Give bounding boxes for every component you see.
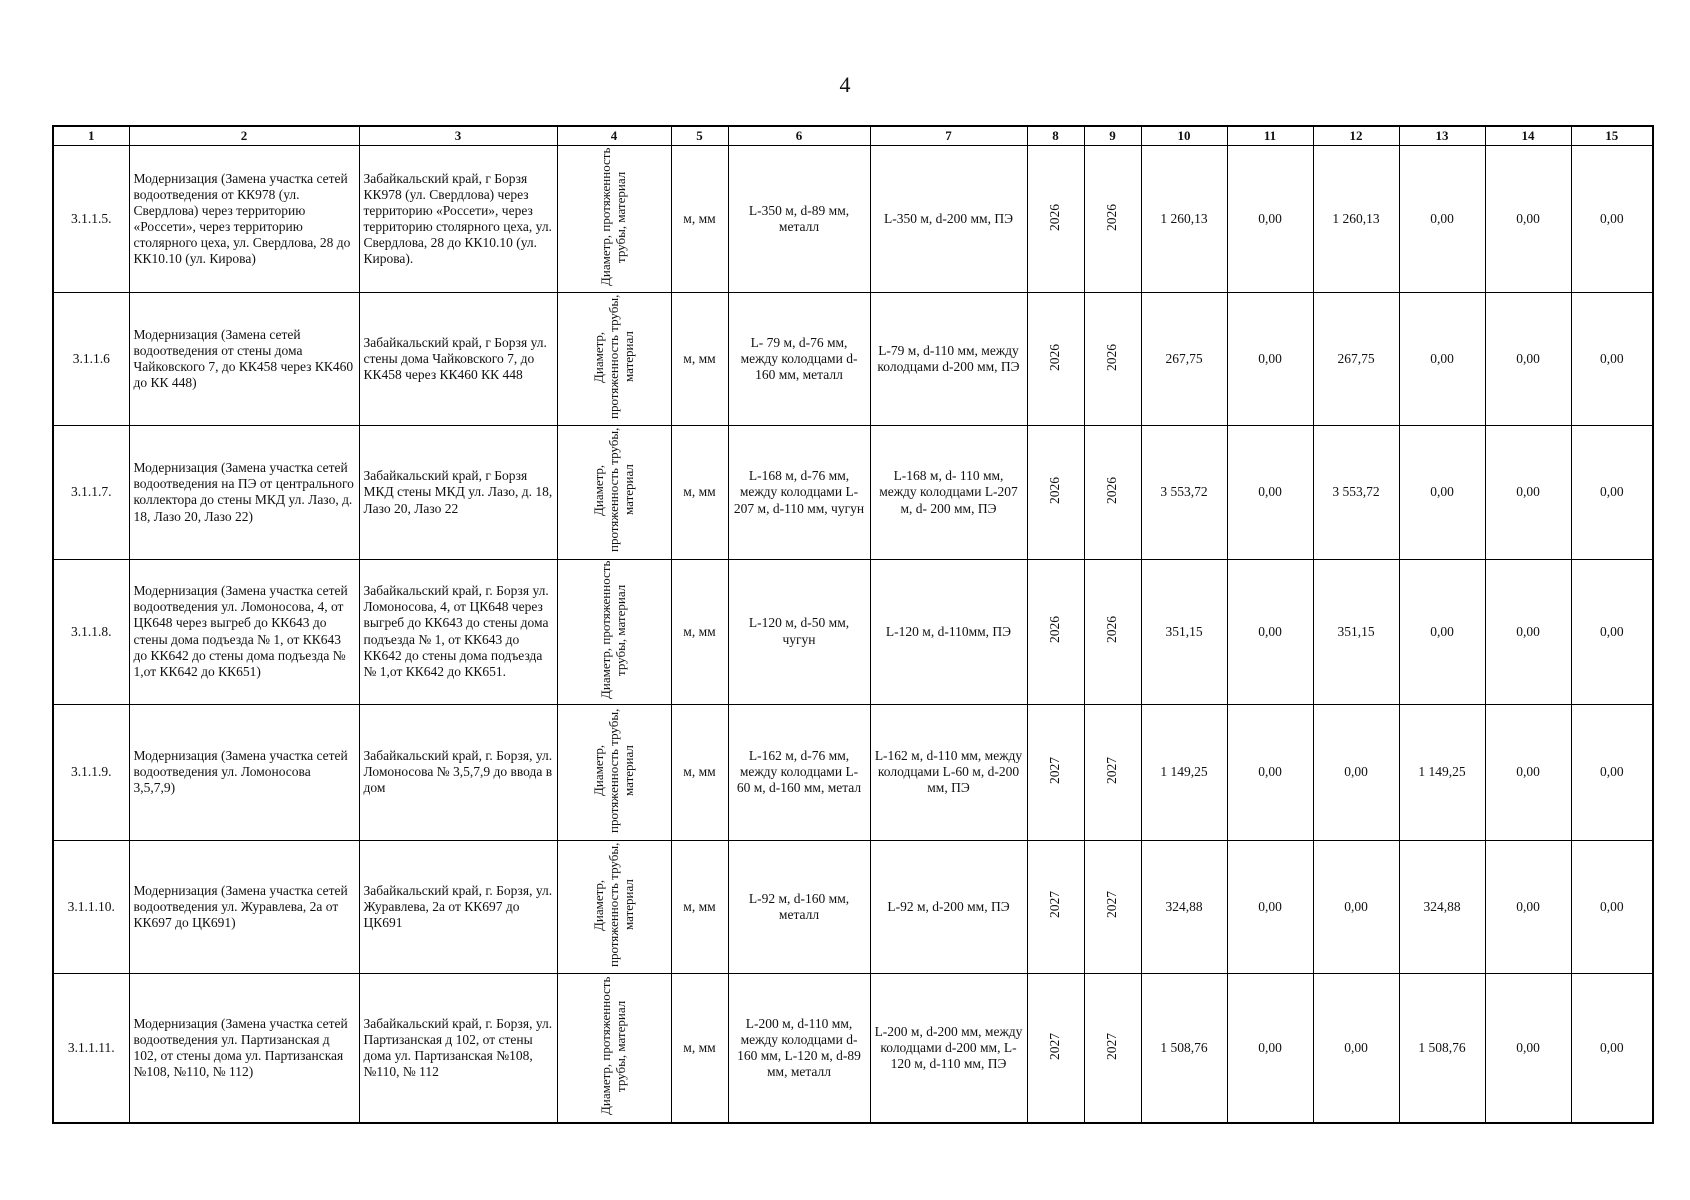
row-c12: 0,00 <box>1313 974 1399 1124</box>
row-unit: м, мм <box>671 293 728 426</box>
row-year-end: 2026 <box>1104 343 1120 371</box>
row-year-start: 2027 <box>1047 891 1063 919</box>
header-row <box>53 126 1653 146</box>
row-address: Забайкальский край, г Борзя ул. стены дома Чайковского 7, до КК458 через КК460 КК 448 <box>359 293 557 426</box>
row-id: 3.1.1.5. <box>53 146 129 293</box>
row-c14: 0,00 <box>1485 146 1571 293</box>
row-param: Диаметр, протяженность трубы, материал <box>598 976 628 1116</box>
row-c12: 0,00 <box>1313 704 1399 840</box>
table-row <box>53 840 1653 973</box>
col-header-9: 9 <box>1084 126 1141 146</box>
row-address: Забайкальский край, г Борзя КК978 (ул. Свердлова) через территорию «Россети», через территорию столярного цеха, ул. Свердлова, 28 до КК10.10 (ул. Кирова). <box>359 146 557 293</box>
row-param: Диаметр, протяженность трубы, материал <box>590 295 636 420</box>
row-total: 3 553,72 <box>1141 426 1227 559</box>
row-before: L-92 м, d-160 мм, металл <box>728 840 870 973</box>
table-row <box>53 293 1653 426</box>
col-header-14: 14 <box>1485 126 1571 146</box>
row-c11: 0,00 <box>1227 704 1313 840</box>
row-total: 351,15 <box>1141 559 1227 704</box>
row-c14: 0,00 <box>1485 704 1571 840</box>
row-after: L-79 м, d-110 мм, между колодцами d-200 мм, ПЭ <box>870 293 1027 426</box>
row-name: Модернизация (Замена участка сетей водоотведения от КК978 (ул. Свердлова) через территорию «Россети», через территорию столярного цеха, ул. Свердлова, 28 до КК10.10 (ул. Кирова) <box>129 146 359 293</box>
col-header-7: 7 <box>870 126 1027 146</box>
row-address: Забайкальский край, г. Борзя, ул. Ломоносова № 3,5,7,9 до ввода в дом <box>359 704 557 840</box>
row-c15: 0,00 <box>1571 146 1653 293</box>
row-c15: 0,00 <box>1571 974 1653 1124</box>
row-id: 3.1.1.11. <box>53 974 129 1124</box>
row-c13: 324,88 <box>1399 840 1485 973</box>
row-c11: 0,00 <box>1227 559 1313 704</box>
table-row <box>53 704 1653 840</box>
row-c14: 0,00 <box>1485 559 1571 704</box>
row-after: L-92 м, d-200 мм, ПЭ <box>870 840 1027 973</box>
col-header-15: 15 <box>1571 126 1653 146</box>
row-name: Модернизация (Замена участка сетей водоотведения ул. Журавлева, 2а от КК697 до ЦК691) <box>129 840 359 973</box>
row-total: 1 508,76 <box>1141 974 1227 1124</box>
row-id: 3.1.1.6 <box>53 293 129 426</box>
col-header-6: 6 <box>728 126 870 146</box>
row-after: L-168 м, d- 110 мм, между колодцами L-207 м, d- 200 мм, ПЭ <box>870 426 1027 559</box>
row-c11: 0,00 <box>1227 146 1313 293</box>
row-address: Забайкальский край, г. Борзя, ул. Партизанская д 102, от стены дома ул. Партизанская №108, №110, № 112 <box>359 974 557 1124</box>
col-header-2: 2 <box>129 126 359 146</box>
row-year-start: 2026 <box>1047 476 1063 504</box>
row-param: Диаметр, протяженность трубы, материал <box>590 428 636 553</box>
page-number: 4 <box>839 72 851 97</box>
row-year-end: 2027 <box>1104 891 1120 919</box>
row-address: Забайкальский край, г Борзя МКД стены МКД ул. Лазо, д. 18, Лазо 20, Лазо 22 <box>359 426 557 559</box>
row-c14: 0,00 <box>1485 974 1571 1124</box>
row-unit: м, мм <box>671 146 728 293</box>
row-c14: 0,00 <box>1485 426 1571 559</box>
row-unit: м, мм <box>671 840 728 973</box>
row-c14: 0,00 <box>1485 840 1571 973</box>
row-before: L-162 м, d-76 мм, между колодцами L- 60 м, d-160 мм, метал <box>728 704 870 840</box>
row-c11: 0,00 <box>1227 840 1313 973</box>
row-after: L-120 м, d-110мм, ПЭ <box>870 559 1027 704</box>
row-c15: 0,00 <box>1571 426 1653 559</box>
row-total: 1 260,13 <box>1141 146 1227 293</box>
investment-table <box>52 125 1654 1124</box>
row-c13: 0,00 <box>1399 559 1485 704</box>
row-total: 324,88 <box>1141 840 1227 973</box>
row-c11: 0,00 <box>1227 293 1313 426</box>
row-name: Модернизация (Замена сетей водоотведения от стены дома Чайковского 7, до КК458 через КК460 до КК 448) <box>129 293 359 426</box>
row-id: 3.1.1.8. <box>53 559 129 704</box>
col-header-11: 11 <box>1227 126 1313 146</box>
row-name: Модернизация (Замена участка сетей водоотведения ул. Ломоносова 3,5,7,9) <box>129 704 359 840</box>
row-c13: 0,00 <box>1399 426 1485 559</box>
row-before: L-168 м, d-76 мм, между колодцами L-207 м, d-110 мм, чугун <box>728 426 870 559</box>
row-c15: 0,00 <box>1571 559 1653 704</box>
row-c12: 0,00 <box>1313 840 1399 973</box>
row-id: 3.1.1.10. <box>53 840 129 973</box>
table-row <box>53 974 1653 1124</box>
row-year-start: 2027 <box>1047 756 1063 784</box>
row-param: Диаметр, протяженность трубы, материал <box>590 842 636 968</box>
row-param: Диаметр, протяженность трубы, материал <box>598 560 628 699</box>
row-year-start: 2026 <box>1047 616 1063 644</box>
row-c14: 0,00 <box>1485 293 1571 426</box>
row-id: 3.1.1.9. <box>53 704 129 840</box>
row-year-end: 2027 <box>1104 756 1120 784</box>
row-unit: м, мм <box>671 974 728 1124</box>
row-c15: 0,00 <box>1571 840 1653 973</box>
row-after: L-162 м, d-110 мм, между колодцами L-60 м, d-200 мм, ПЭ <box>870 704 1027 840</box>
row-name: Модернизация (Замена участка сетей водоотведения на ПЭ от центрального коллектора до стены МКД ул. Лазо, д. 18, Лазо 20, Лазо 22) <box>129 426 359 559</box>
col-header-1: 1 <box>53 126 129 146</box>
row-name: Модернизация (Замена участка сетей водоотведения ул. Ломоносова, 4, от ЦК648 через выгреб до КК643 до стены дома подъезда № 1, от КК643 до КК642 до стены дома подъезда № 1,от КК642 до КК651) <box>129 559 359 704</box>
row-c11: 0,00 <box>1227 426 1313 559</box>
row-before: L-200 м, d-110 мм, между колодцами d-160 мм, L-120 м, d-89 мм, металл <box>728 974 870 1124</box>
table-row <box>53 426 1653 559</box>
table-row <box>53 146 1653 293</box>
row-after: L-200 м, d-200 мм, между колодцами d-200 мм, L- 120 м, d-110 мм, ПЭ <box>870 974 1027 1124</box>
row-c13: 0,00 <box>1399 146 1485 293</box>
row-year-end: 2026 <box>1104 203 1120 231</box>
col-header-12: 12 <box>1313 126 1399 146</box>
row-year-start: 2027 <box>1047 1032 1063 1060</box>
row-name: Модернизация (Замена участка сетей водоотведения ул. Партизанская д 102, от стены дома ул. Партизанская №108, №110, № 112) <box>129 974 359 1124</box>
row-year-end: 2027 <box>1104 1032 1120 1060</box>
row-c13: 1 508,76 <box>1399 974 1485 1124</box>
row-id: 3.1.1.7. <box>53 426 129 559</box>
row-total: 267,75 <box>1141 293 1227 426</box>
col-header-5: 5 <box>671 126 728 146</box>
row-param: Диаметр, протяженность трубы, материал <box>598 147 628 287</box>
row-before: L-350 м, d-89 мм, металл <box>728 146 870 293</box>
row-c11: 0,00 <box>1227 974 1313 1124</box>
col-header-3: 3 <box>359 126 557 146</box>
row-unit: м, мм <box>671 426 728 559</box>
table-row <box>53 559 1653 704</box>
row-after: L-350 м, d-200 мм, ПЭ <box>870 146 1027 293</box>
row-year-end: 2026 <box>1104 476 1120 504</box>
row-year-start: 2026 <box>1047 343 1063 371</box>
row-year-end: 2026 <box>1104 616 1120 644</box>
row-c15: 0,00 <box>1571 704 1653 840</box>
row-total: 1 149,25 <box>1141 704 1227 840</box>
col-header-10: 10 <box>1141 126 1227 146</box>
row-c12: 267,75 <box>1313 293 1399 426</box>
row-year-start: 2026 <box>1047 203 1063 231</box>
row-c15: 0,00 <box>1571 293 1653 426</box>
row-c12: 1 260,13 <box>1313 146 1399 293</box>
col-header-4: 4 <box>557 126 671 146</box>
col-header-8: 8 <box>1027 126 1084 146</box>
row-c12: 3 553,72 <box>1313 426 1399 559</box>
row-param: Диаметр, протяженность трубы, материал <box>590 708 636 833</box>
row-unit: м, мм <box>671 559 728 704</box>
row-c12: 351,15 <box>1313 559 1399 704</box>
row-before: L- 79 м, d-76 мм, между колодцами d-160 мм, металл <box>728 293 870 426</box>
row-before: L-120 м, d-50 мм, чугун <box>728 559 870 704</box>
row-c13: 0,00 <box>1399 293 1485 426</box>
col-header-13: 13 <box>1399 126 1485 146</box>
row-c13: 1 149,25 <box>1399 704 1485 840</box>
row-unit: м, мм <box>671 704 728 840</box>
row-address: Забайкальский край, г. Борзя ул. Ломоносова, 4, от ЦК648 через выгреб до КК643 до стены дома подъезда № 1, от КК643 до КК642 до стены дома подъезда № 1,от КК642 до КК651. <box>359 559 557 704</box>
row-address: Забайкальский край, г. Борзя, ул. Журавлева, 2а от КК697 до ЦК691 <box>359 840 557 973</box>
